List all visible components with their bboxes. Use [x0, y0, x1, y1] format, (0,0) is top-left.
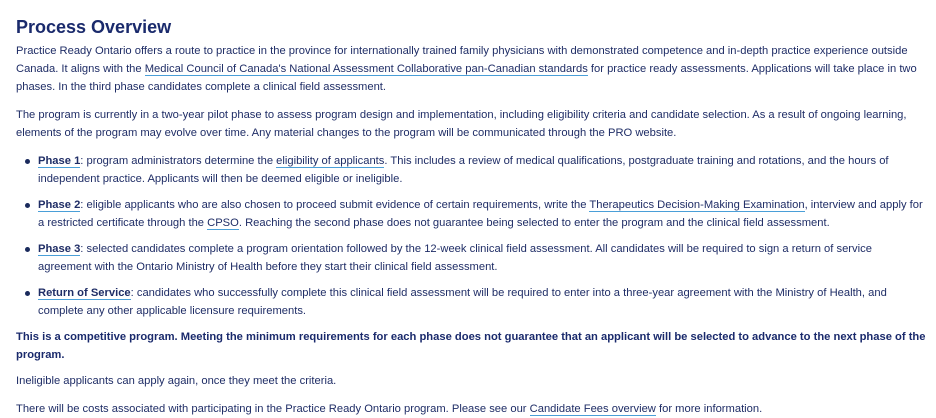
- costs-paragraph: [16, 400, 928, 418]
- intro-text-1: Practice Ready Ontario offers a route to practice in the province for internationally trained family physicians with demonstrated competence and in-depth practice experience outside Canada. It aligns with the: [16, 45, 908, 75]
- phases-list: [16, 152, 928, 320]
- phase-3-text-1: : selected candidates complete a program orientation followed by the 12-week clinical field assessment. All candidates will be required to sign a return of service agreement with the Ontario Ministry of Health before they start their clinical field assessment.: [38, 243, 872, 273]
- competitive-program-notice: This is a competitive program. Meeting the minimum requirements for each phase does not guarantee that an applicant will be selected to advance to the next phase of the program.: [16, 331, 926, 361]
- return-of-service-link[interactable]: Return of Service: [38, 287, 131, 299]
- intro-text-2: for practice ready assessments. Applications will take place in two phases. In the third phase candidates complete a clinical field assessment.: [16, 63, 917, 93]
- cpso-link[interactable]: CPSO: [207, 217, 239, 229]
- page-title: Process Overview: [16, 17, 172, 37]
- phase-2-text-3: . Reaching the second phase does not guarantee being selected to enter the program and the clinical field assessment.: [238, 217, 830, 229]
- phase-2-text-1: : eligible applicants who are also chosen to proceed submit evidence of certain requirements, write the: [80, 199, 590, 211]
- return-of-service-text: : candidates who successfully complete this clinical field assessment will be required to enter into a three-year agreement with the Ministry of Health, and complete any other applicable licensure requirements.: [38, 287, 887, 317]
- costs-text-1: There will be costs associated with participating in the Practice Ready Ontario program. Please see our: [16, 403, 530, 415]
- return-of-service-item: [38, 284, 928, 320]
- phase-2-link[interactable]: Phase 2: [38, 199, 81, 211]
- phase-3-item: [38, 240, 928, 276]
- phase-2-item: [38, 196, 928, 232]
- candidate-fees-link[interactable]: Candidate Fees overview: [529, 403, 656, 415]
- phase-1-text-2: . This includes a review of medical qualifications, postgraduate training and rotations, and the hours of independent practice. Applicants will then be deemed eligible or ineligible.: [38, 155, 889, 185]
- phase-1-item: [38, 152, 928, 188]
- phase-1-link[interactable]: Phase 1: [38, 155, 81, 167]
- pilot-paragraph: The program is currently in a two-year pilot phase to assess program design and implementation, including eligibility criteria and candidate selection. As a result of ongoing learning, elements of the program may evolve over time. Any material changes to the program will be communicated through the PRO website.: [16, 109, 907, 139]
- mcc-nac-standards-link[interactable]: Medical Council of Canada's National Assessment Collaborative pan-Canadian standards: [144, 63, 588, 75]
- costs-text-2: for more information.: [655, 403, 763, 415]
- eligibility-link[interactable]: eligibility of applicants: [276, 155, 385, 167]
- tdm-exam-link[interactable]: Therapeutics Decision-Making Examination: [589, 199, 805, 211]
- phase-2-text-2: , interview and apply for a restricted certificate through the: [38, 199, 923, 229]
- phase-1-text-1: : program administrators determine the: [80, 155, 277, 167]
- phase-3-link[interactable]: Phase 3: [38, 243, 81, 255]
- intro-paragraph: [16, 42, 928, 96]
- ineligible-paragraph: Ineligible applicants can apply again, once they meet the criteria.: [16, 375, 337, 387]
